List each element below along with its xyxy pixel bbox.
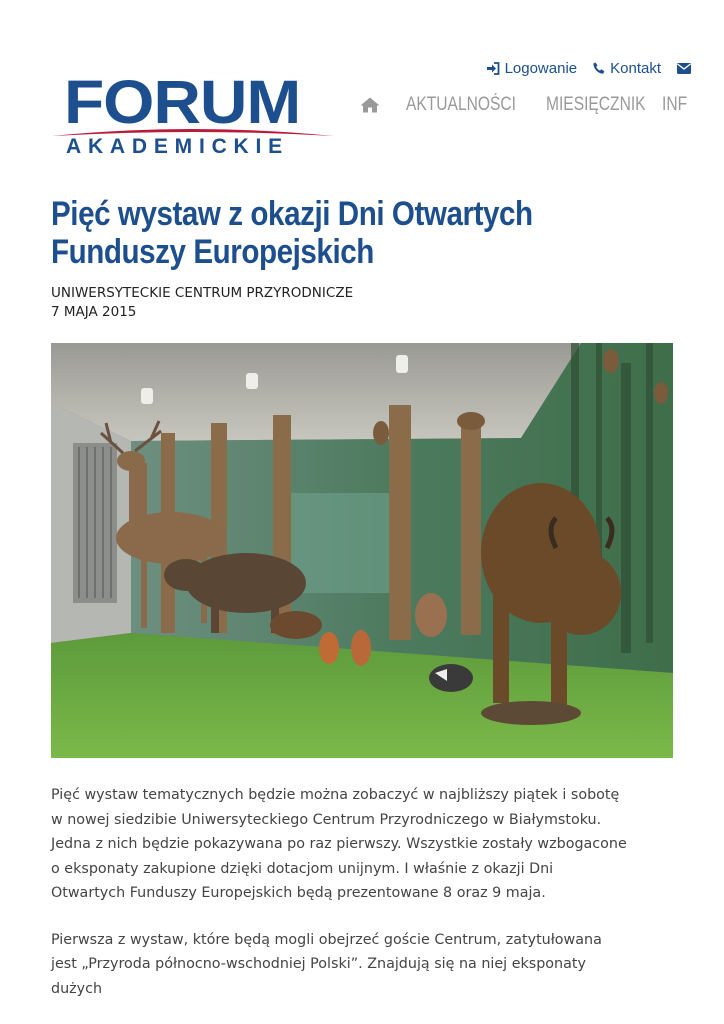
phone-icon [593, 62, 605, 75]
article-author: UNIWERSYTECKIE CENTRUM PRZYRODNICZE [51, 285, 354, 301]
article-meta [51, 284, 353, 322]
home-icon [360, 97, 380, 113]
logo-wordmark-bottom: AKADEMICKIE [66, 135, 289, 158]
envelope-icon [677, 63, 691, 74]
logo-wordmark-top: FORUM [64, 68, 301, 136]
article-date: 7 MAJA 2015 [51, 304, 137, 320]
nav-item-monthly[interactable] [546, 94, 646, 116]
nav-item-label: MIESIĘCZNIK [546, 94, 646, 115]
nav-home[interactable] [360, 97, 380, 113]
login-link[interactable] [486, 60, 578, 77]
article-title: Pięć wystaw z okazji Dni Otwartych Funduszy Europejskich [51, 195, 533, 271]
email-link[interactable] [677, 63, 691, 74]
article-paragraph: Pięć wystaw tematycznych będzie można zobaczyć w najbliższy piątek i sobotę w nowej siedzibie Uniwersyteckiego Centrum Przyrodniczego w Białymstoku. Jedna z nich będzie pokazywana po raz pierwszy. Wszystkie zostały wzbogacone o eksponaty zakupione dzięki dotacjom unijnym. I właśnie z okazji Dni Otwartych Funduszy Europejskich będą prezentowane 8 oraz 9 maja. [51, 787, 627, 901]
login-label: Logowanie [504, 60, 578, 77]
contact-link[interactable] [593, 60, 661, 77]
site-logo[interactable] [52, 68, 332, 162]
article-photo [51, 343, 673, 758]
nav-item-news[interactable] [406, 94, 521, 116]
article-paragraph: Pierwsza z wystaw, które będą mogli obejrzeć goście Centrum, zatytułowana jest „Przyroda północno-wschodniej Polski”. Znajdują się na niej eksponaty dużych [51, 931, 602, 997]
nav-item-label: INF [662, 94, 688, 115]
nav-item-info[interactable] [662, 94, 687, 116]
article-body [51, 783, 631, 1023]
top-links [486, 60, 691, 77]
sign-in-icon [486, 62, 500, 75]
contact-label: Kontakt [610, 60, 661, 77]
nav-item-label: AKTUALNOŚCI [406, 94, 516, 115]
main-navigation [360, 88, 724, 122]
